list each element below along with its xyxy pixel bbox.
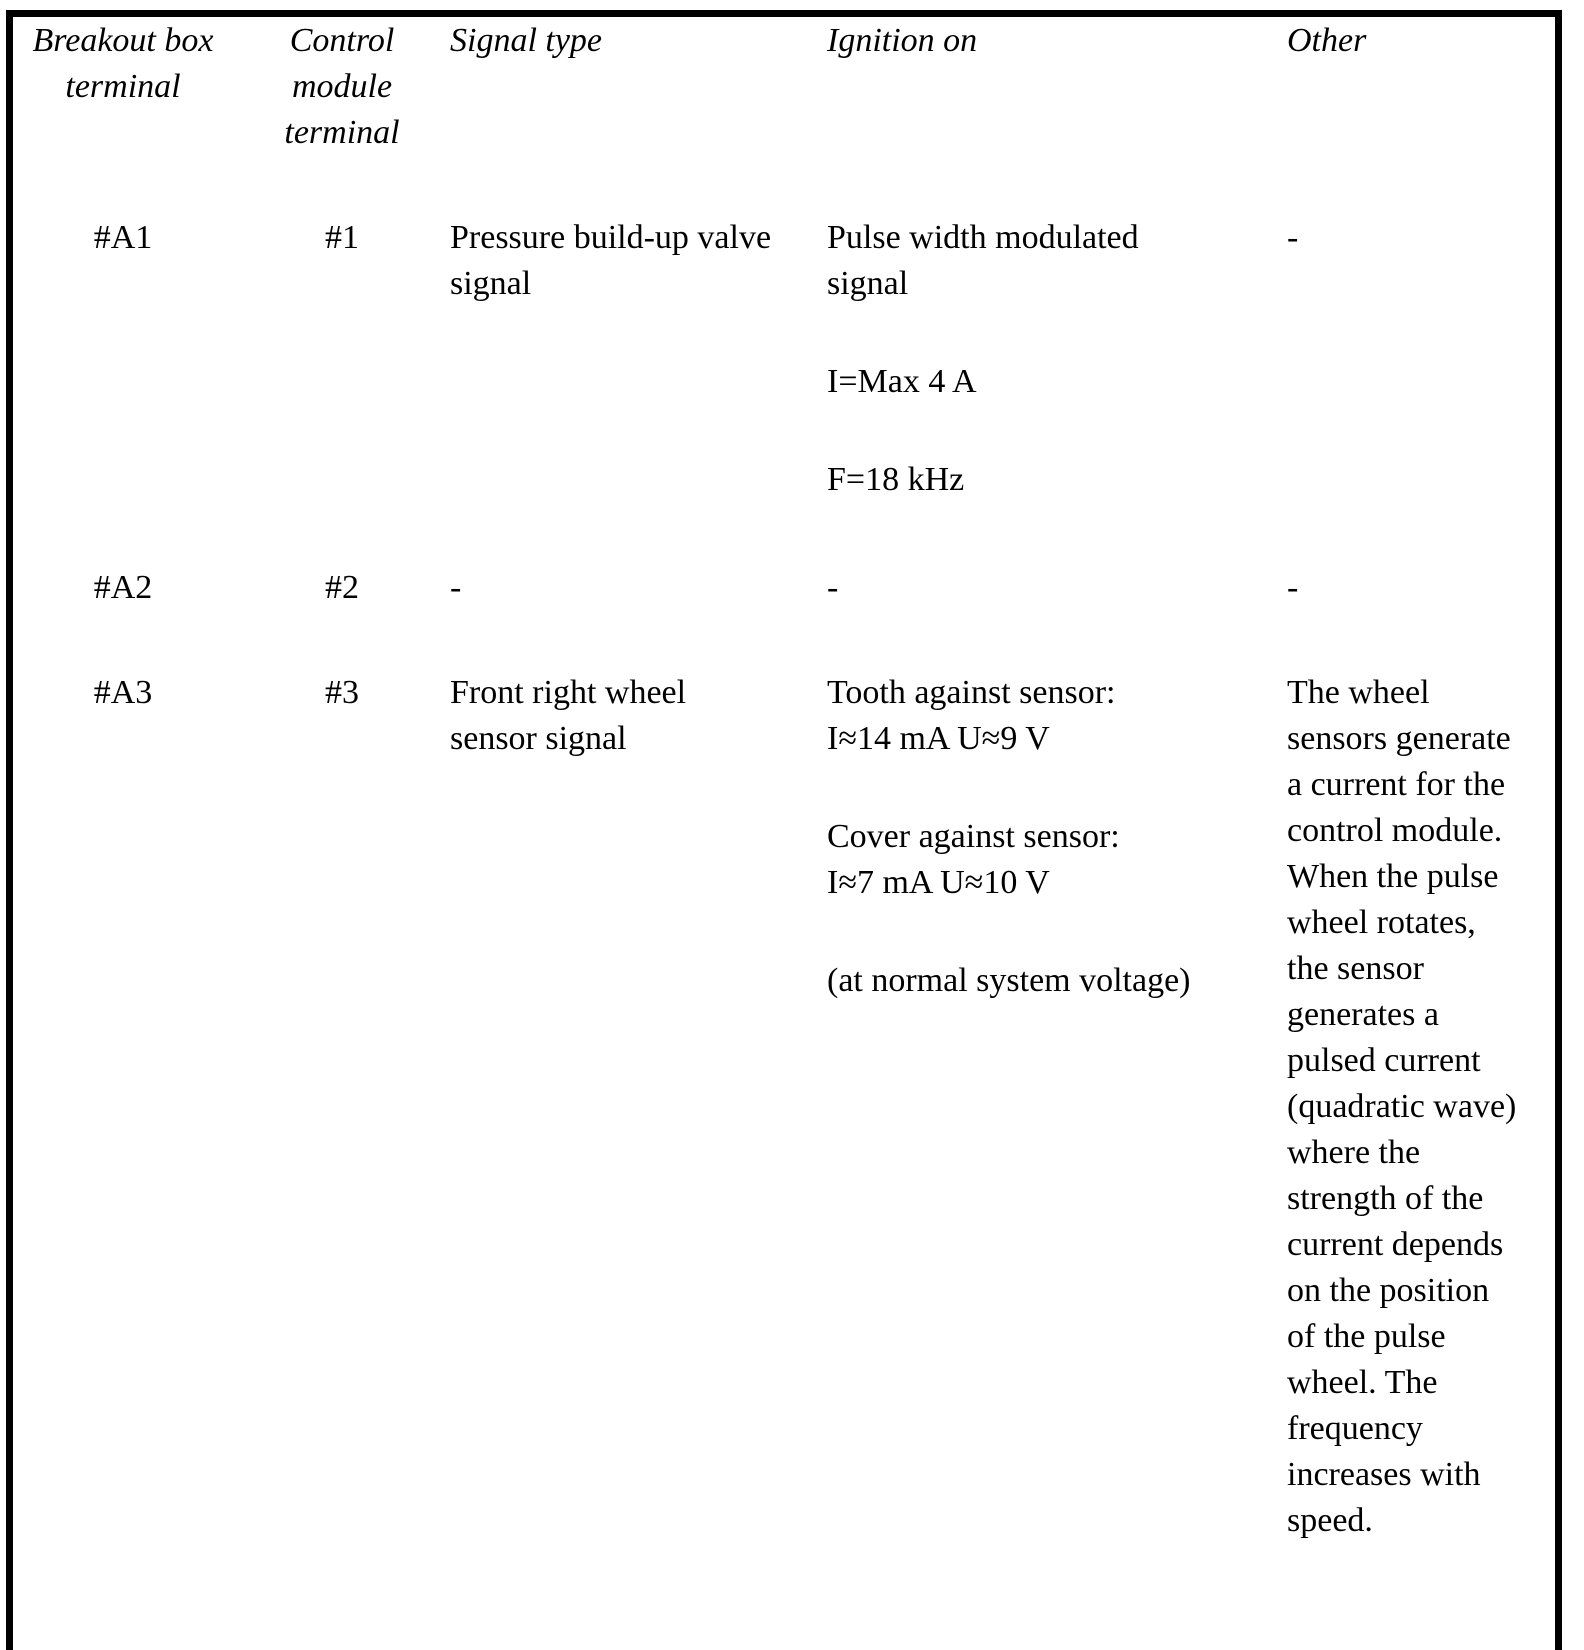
row-a2-signal: - [450,569,462,606]
row-a1-signal: Pressure build-up valve signal [450,219,772,302]
header-breakout-box-terminal: Breakout box terminal [32,22,214,105]
header-ignition-on: Ignition on [827,22,978,59]
header-other: Other [1287,22,1367,59]
row-a2-ignition: - [827,569,839,606]
row-a3-other: The wheel sensors generate a current for the control module. When the pulse wheel rotates, the sensor generates a pulsed current (quadratic wave) where the strength of the current depends on the position of the pulse wheel. The frequency increases with speed. [1287,674,1517,1539]
row-a2-other: - [1287,569,1299,606]
header-signal-type: Signal type [450,22,603,59]
row-a1-ignition: Pulse width modulated signal I=Max 4 A F=18 kHz [827,219,1139,498]
row-a3-control: #3 [325,674,359,711]
row-a1-other: - [1287,219,1299,256]
row-a1-breakout: #A1 [93,219,153,256]
row-a3-breakout: #A3 [93,674,153,711]
row-a3-ignition: Tooth against sensor: I≈14 mA U≈9 V Cover against sensor: I≈7 mA U≈10 V (at normal system voltage) [827,674,1191,999]
row-a1-control: #1 [325,219,359,256]
row-a2-breakout: #A2 [93,569,153,606]
row-a2-control: #2 [325,569,359,606]
row-a3-signal: Front right wheel sensor signal [450,674,687,757]
header-control-module-terminal: Control module terminal [284,22,400,151]
